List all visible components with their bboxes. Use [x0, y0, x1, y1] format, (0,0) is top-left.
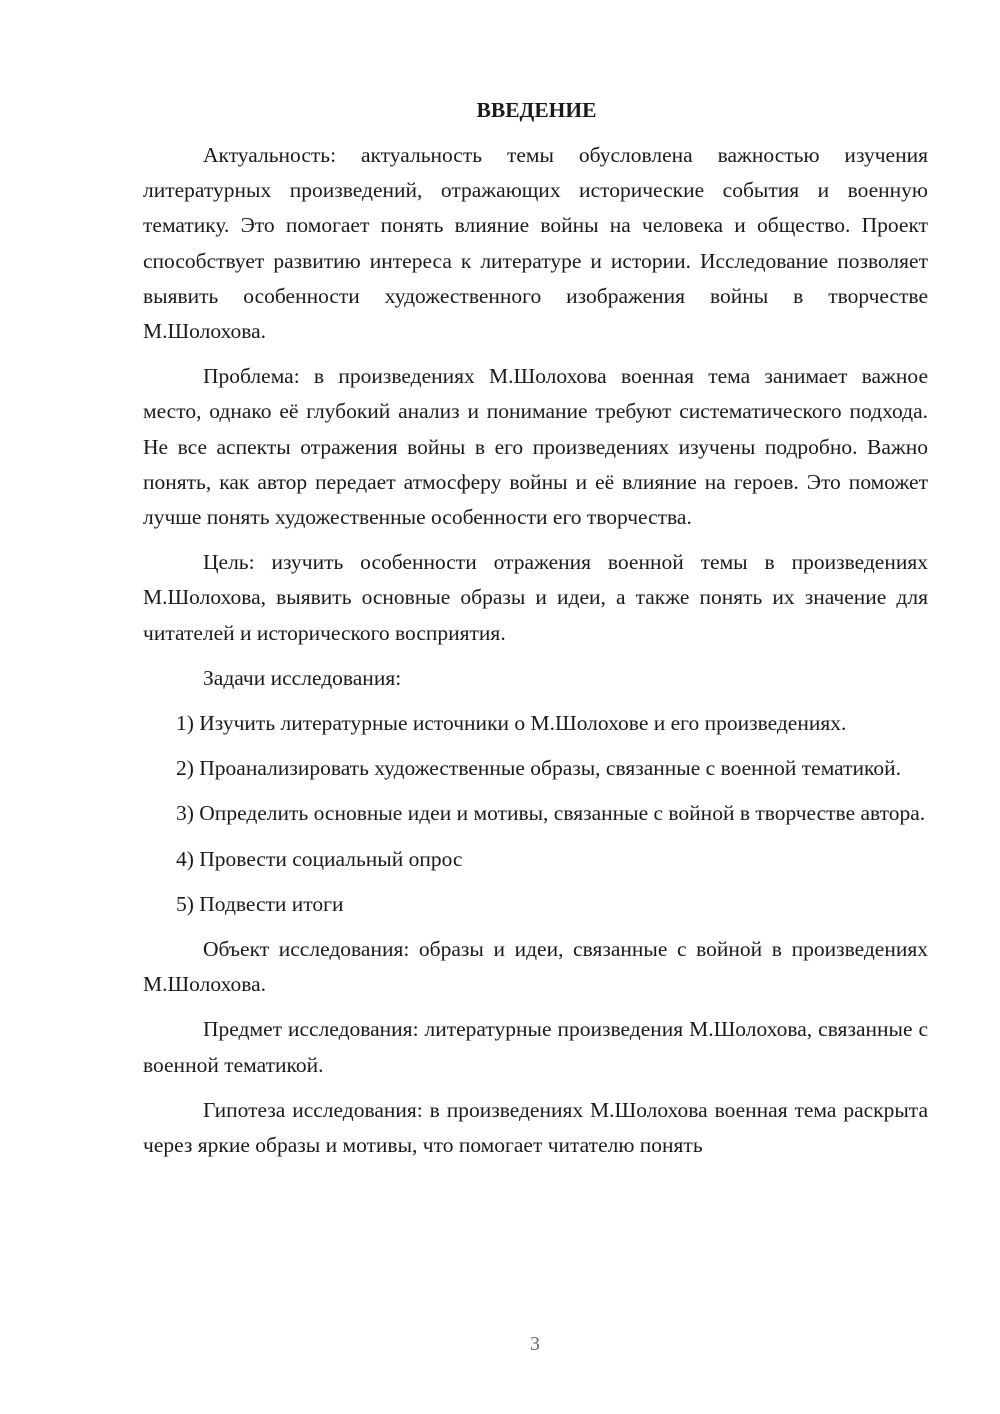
page-heading: ВВЕДЕНИЕ	[476, 98, 597, 122]
paragraph-tasks-intro: Задачи исследования:	[203, 665, 402, 690]
document-body	[143, 93, 928, 1173]
paragraph-hypothesis: Гипотеза исследования: в произведениях М.Шолохова военная тема раскрыта через яркие образы и мотивы, что помогает читателю понять	[143, 1097, 928, 1158]
task-item-2: 2) Проанализировать художественные образы, связанные с военной тематикой.	[176, 756, 902, 781]
task-item-1: 1) Изучить литературные источники о М.Шолохове и его произведениях.	[176, 711, 847, 736]
task-item-4: 4) Провести социальный опрос	[176, 846, 463, 871]
task-item-5: 5) Подвести итоги	[176, 891, 344, 916]
paragraph-problem: Проблема: в произведениях М.Шолохова военная тема занимает важное место, однако её глубокий анализ и понимание требуют систематического подхода. Не все аспекты отражения войны в его произведениях изучены подробно. Важно понять, как автор передает атмосферу войны и её влияние на героев. Это поможет лучше понять художественные особенности его творчества.	[143, 364, 928, 530]
paragraph-relevance: Актуальность: актуальность темы обусловлена важностью изучения литературных произведений, отражающих исторические события и военную тематику. Это помогает понять влияние войны на человека и общество. Проект способствует развитию интереса к литературе и истории. Исследование позволяет выявить особенности художественного изображения войны в творчестве М.Шолохова.	[143, 143, 928, 344]
page-number: 3	[530, 1333, 540, 1355]
paragraph-goal: Цель: изучить особенности отражения военной темы в произведениях М.Шолохова, выявить основные образы и идеи, а также понять их значение для читателей и исторического восприятия.	[143, 550, 928, 645]
paragraph-object: Объект исследования: образы и идеи, связанные с войной в произведениях М.Шолохова.	[143, 937, 928, 997]
paragraph-subject: Предмет исследования: литературные произведения М.Шолохова, связанные с военной тематикой.	[143, 1017, 928, 1077]
task-item-3: 3) Определить основные идеи и мотивы, связанные с войной в творчестве автора.	[176, 801, 926, 826]
